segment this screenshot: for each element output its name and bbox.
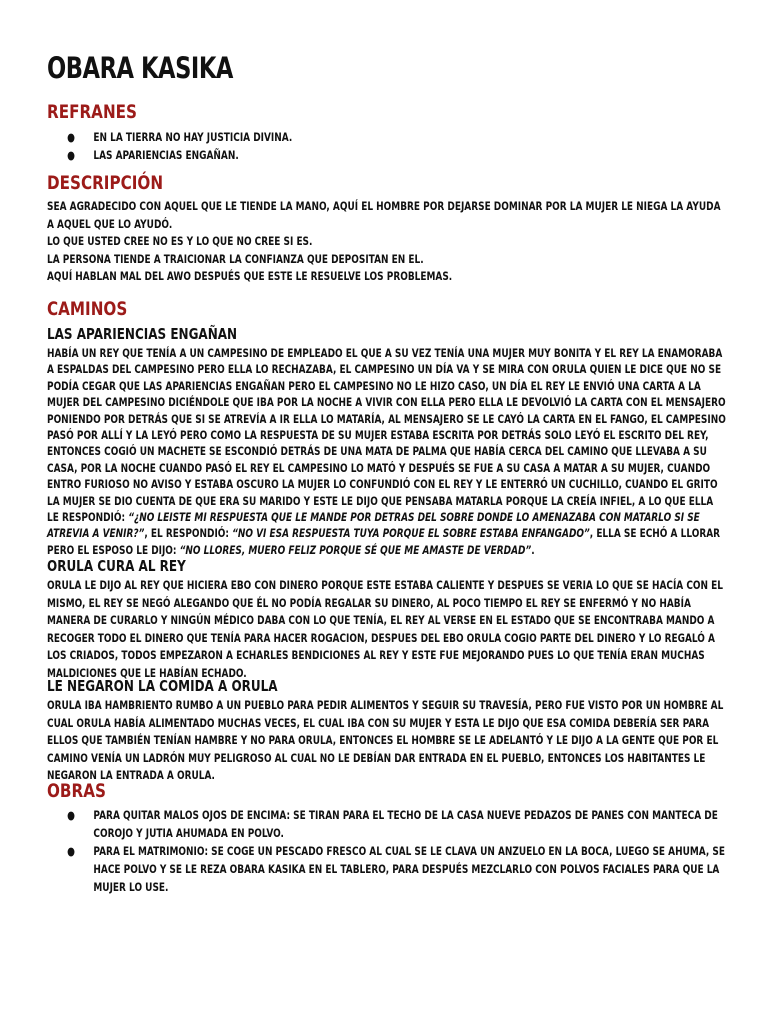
descripcion-paragraph: AQUÍ HABLAN MAL DEL AWO DESPUÉS QUE ESTE LE RESUELVE LOS PROBLEMAS. [47, 269, 453, 284]
camino-title: LAS APARIENCIAS ENGAÑAN [47, 325, 238, 343]
section-heading-obras: OBRAS [47, 780, 106, 802]
refran-text: EN LA TIERRA NO HAY JUSTICIA DIVINA. [93, 130, 293, 144]
story-quote: “NO LLORES, MUERO FELIZ PORQUE SÉ QUE ME AMASTE DE VERDAD” [179, 542, 532, 557]
obras-list [47, 806, 727, 896]
obras-list-wrapper [47, 806, 727, 896]
descripcion-text [47, 198, 727, 286]
camino-paragraph [47, 345, 727, 558]
story-quote: “NO VI ESA RESPUESTA TUYA PORQUE EL SOBRE ESTABA ENFANGADO” [232, 526, 590, 541]
obra-text: PARA EL MATRIMONIO: SE COGE UN PESCADO FRESCO AL CUAL SE LE CLAVA UN ANZUELO EN LA BOCA, LUEGO SE AHUMA, SE HACE POLVO Y SE LE REZA OBARA KASIKA EN EL TABLERO, PARA DESPUÉS MEZCLARLO CON POLVOS FACIALES PARA QUE LA MUJER LO USE. [93, 844, 726, 894]
list-item [47, 128, 727, 146]
refranes-list [47, 128, 727, 164]
section-heading-descripcion: DESCRIPCIÓN [47, 172, 164, 194]
bullet-icon: ● [67, 148, 75, 162]
story-text: , ELLA SE ECHÓ A LLORAR PERO EL ESPOSO LE DIJO: [47, 526, 721, 557]
camino-story [47, 345, 727, 558]
story-text: , EL RESPONDIÓ: [144, 526, 233, 541]
camino-1 [47, 324, 737, 558]
camino-paragraph: ORULA IBA HAMBRIENTO RUMBO A UN PUEBLO PARA PEDIR ALIMENTOS Y SEGUIR SU TRAVESÍA, PERO FUE VISTO POR UN HOMBRE AL CUAL ORULA HABÍA ALIMENTADO MUCHAS VECES, EL CUAL IBA CON SU MUJER Y ESTA LE DIJO QUE ESA COMIDA DEBERÍA SER PARA ELLOS QUE TAMBIÉN TENÍAN HAMBRE Y NO PARA ORULA, ENTONCES EL HOMBRE SE LE ADELANTÓ Y LE DIJO A LA GENTE QUE POR EL CAMINO VENÍA UN LADRÓN MUY PELIGROSO AL CUAL NO LE DEBÍAN DAR ENTRADA EN EL PUEBLO, ENTONCES LOS HABITANTES LE NEGARON LA ENTRADA A ORULA. [47, 698, 724, 783]
descripcion-paragraph: SEA AGRADECIDO CON AQUEL QUE LE TIENDE LA MANO, AQUÍ EL HOMBRE POR DEJARSE DOMINAR POR LA MUJER LE NIEGA LA AYUDA A AQUEL QUE LO AYUDÓ. [47, 199, 721, 231]
camino-3 [47, 676, 737, 785]
page-title: OBARA KASIKA [47, 51, 233, 85]
camino-story [47, 697, 727, 785]
story-text: HABÍA UN REY QUE TENÍA A UN CAMPESINO DE EMPLEADO EL QUE A SU VEZ TENÍA UNA MUJER MUY BONITA Y EL REY LA ENAMORABA A ESPALDAS DEL CAMPESINO PERO ELLA LO RECHAZABA, EL CAMPESINO UN DÍA VA Y SE MIRA CON ORULA QUIEN LE DICE QUE NO SE PODÍA CEGAR QUE LAS APARIENCIAS ENGAÑAN PERO EL CAMPESINO NO LE HIZO CASO, UN DÍA EL REY LE ENVIÓ UNA CARTA A LA MUJER DEL CAMPESINO DICIÉNDOLE QUE IBA POR LA NOCHE A VIVIR CON ELLA PERO ELLA LE DEVOLVIÓ LA CARTA CON EL MENSAJERO PONIENDO POR DETRÁS QUE SI SE ATREVÍA A IR ELLA LO MATARÍA, AL MENSAJERO SE LE CAYÓ LA CARTA EN EL FANGO, EL CAMPESINO PASÓ POR ALLÍ Y LA LEYÓ PERO COMO LA RESPUESTA DE SU MUJER ESTABA ESCRITA POR DETRÁS SOLO LEYÓ EL ESCRITO DEL REY, ENTONCES COGIÓ UN MACHETE SE ESCONDIÓ DETRÁS DE UNA MATA DE PALMA QUE HABÍA CERCA DEL CAMINO QUE LLEVABA A SU CASA, POR LA NOCHE CUANDO PASÓ EL REY EL CAMPESINO LO MATÓ Y DESPUÉS SE FUE A SU CASA A MATAR A SU MUJER, CUANDO ENTRO FURIOSO NO AVISO Y ESTABA OSCURO LA MUJER LO CONFUNDIÓ CON EL REY Y LE ENTERRÓ UN CUCHILLO, CUANDO EL GRITO LA MUJER SE DIO CUENTA DE QUE ERA SU MARIDO Y ESTE LE DIJO QUE PENSABA MATARLA PORQUE LA CREÍA INFIEL, A LO QUE ELLA LE RESPONDIÓ: [47, 346, 726, 525]
list-item [47, 806, 727, 842]
story-quote: “¿NO LEISTE MI RESPUESTA QUE LE MANDE POR DETRAS DEL SOBRE DONDE LO AMENAZABA CON MATARLO SI SE ATREVIA A VENIR?” [47, 510, 700, 541]
descripcion-paragraph: LA PERSONA TIENDE A TRAICIONAR LA CONFIANZA QUE DEPOSITAN EN EL. [47, 251, 424, 266]
list-item [47, 146, 727, 164]
section-obras [47, 777, 737, 896]
camino-title: ORULA CURA AL REY [47, 557, 186, 575]
section-refranes [47, 98, 737, 164]
bullet-icon: ● [67, 130, 75, 144]
story-text: . [531, 542, 535, 557]
obra-text: PARA QUITAR MALOS OJOS DE ENCIMA: SE TIRAN PARA EL TECHO DE LA CASA NUEVE PEDAZOS DE PANES CON MANTECA DE COROJO Y JUTIA AHUMADA EN POLVO. [93, 808, 718, 840]
section-caminos [47, 295, 737, 323]
camino-paragraph: ORULA LE DIJO AL REY QUE HICIERA EBO CON DINERO PORQUE ESTE ESTABA CALIENTE Y DESPUES SE VERIA LO QUE SE HACÍA CON EL MISMO, EL REY SE NEGÓ ALEGANDO QUE ÉL NO PODÍA REGALAR SU DINERO, AL POCO TIEMPO EL REY SE ENFERMÓ Y NO HABÍA MANERA DE CURARLO Y NINGÚN MÉDICO DABA CON LO QUE TENÍA, EL REY AL VERSE EN EL ESTADO QUE SE ENCONTRABA MANDO A RECOGER TODO EL DINERO QUE TENÍA PARA HACER ROGACION, DESPUES DEL EBO ORULA COGIO PARTE DEL DINERO Y LO REGALÓ A LOS CRIADOS, TODOS EMPEZARON A ECHARLES BENDICIONES AL REY Y ESTE FUE MEJORANDO PUES LO QUE TENÍA ERAN MUCHAS MALDICIONES QUE LE HABÍAN ECHADO. [47, 578, 724, 680]
bullet-icon: ● [67, 844, 75, 858]
section-heading-caminos: CAMINOS [47, 298, 128, 320]
list-item [47, 842, 727, 896]
section-heading-refranes: REFRANES [47, 101, 137, 123]
section-descripcion [47, 169, 737, 286]
camino-story [47, 577, 727, 683]
camino-2 [47, 556, 737, 683]
descripcion-paragraph: LO QUE USTED CREE NO ES Y LO QUE NO CREE SI ES. [47, 234, 313, 249]
document-page [47, 48, 727, 98]
refranes-list-wrapper [47, 128, 727, 164]
refran-text: LAS APARIENCIAS ENGAÑAN. [93, 148, 239, 162]
camino-title: LE NEGARON LA COMIDA A ORULA [47, 677, 278, 695]
bullet-icon: ● [67, 808, 75, 822]
